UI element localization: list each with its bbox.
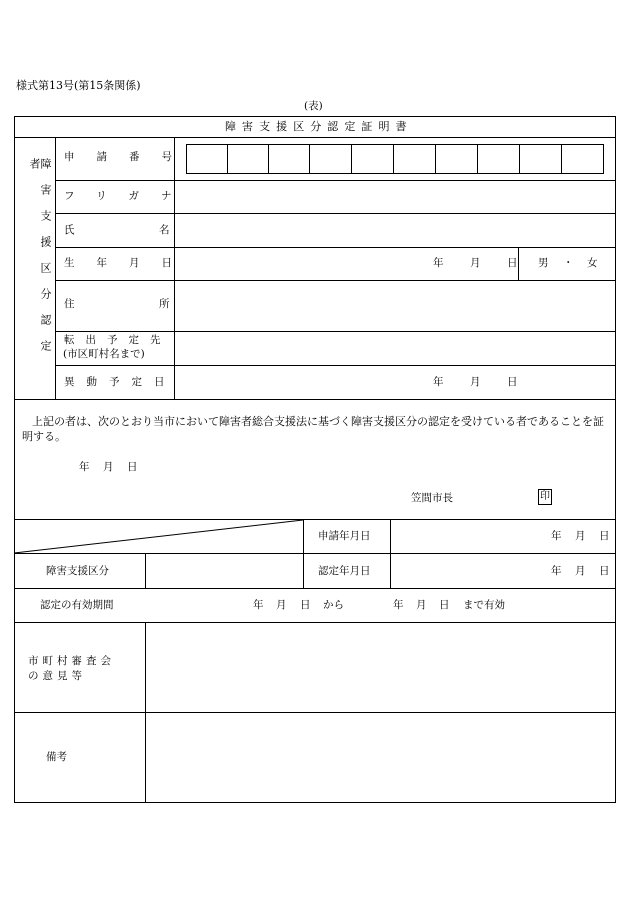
sex-female[interactable]: 女 [587,257,598,269]
label-transfer-destination-note: (市区町村名まで) [63,348,145,360]
birthdate-input[interactable] [175,248,517,280]
app-month-unit: 月 [575,530,586,542]
birth-year-unit: 年 [433,257,444,269]
label-name-1: 氏 [64,224,75,236]
application-date-input[interactable] [391,520,615,553]
valid-until-text: まで有効 [463,599,505,611]
address-input[interactable] [175,281,615,331]
upper-divider-1 [55,137,56,399]
issue-year-unit: 年 [79,461,90,473]
change-month-unit: 月 [470,376,481,388]
section-vertical-label: 障害支援区分認定者 [28,158,52,366]
valid-from-year-unit: 年 [253,599,264,611]
diagonal-slash [14,519,304,554]
furigana-input[interactable] [175,181,615,213]
council-opinion-input[interactable] [146,623,615,712]
birth-month-unit: 月 [470,257,481,269]
app-year-unit: 年 [551,530,562,542]
remarks-input[interactable] [146,713,615,802]
birth-day-unit: 日 [507,257,518,269]
app-day-unit: 日 [599,530,610,542]
label-birthdate: 生年月日 [64,257,194,269]
sex-divider [518,247,519,280]
cert-month-unit: 月 [575,565,586,577]
label-classification: 障害支援区分 [46,565,109,577]
label-council-opinion-2: の意見等 [28,670,86,682]
change-year-unit: 年 [433,376,444,388]
name-input[interactable] [175,214,615,247]
label-transfer-destination: 転出予定先 [64,334,172,346]
label-address-1: 住 [64,298,75,310]
application-number-boxes[interactable] [186,144,604,174]
label-furigana: フリガナ [64,190,194,202]
cert-year-unit: 年 [551,565,562,577]
change-date-input[interactable] [175,366,615,399]
upper-section-bottom [14,399,616,400]
sex-separator: ・ [563,257,574,269]
valid-from-day-unit: 日 [300,599,311,611]
valid-to-day-unit: 日 [439,599,450,611]
label-address-2: 所 [159,298,170,310]
label-council-opinion-1: 市町村審査会 [28,655,115,667]
title-divider [14,137,616,138]
label-name-2: 名 [159,224,170,236]
side-label: (表) [304,100,323,112]
lower-line-3 [14,588,616,589]
sex-male[interactable]: 男 [538,257,549,269]
issue-month-unit: 月 [103,461,114,473]
cert-day-unit: 日 [599,565,610,577]
valid-from-month-unit: 月 [276,599,287,611]
classification-input[interactable] [146,554,303,588]
valid-from-text: から [323,599,344,611]
valid-to-year-unit: 年 [393,599,404,611]
transfer-destination-input[interactable] [175,332,615,365]
certification-text: 上記の者は、次のとおり当市において障害者総合支援法に基づく障害支援区分の認定を受けている者であることを証明する。 [22,415,604,443]
certification-date-input[interactable] [391,554,615,588]
form-title: 障害支援区分認定証明書 [225,120,413,133]
form-label: 様式第13号(第15条関係) [16,79,141,92]
change-day-unit: 日 [507,376,518,388]
label-application-date: 申請年月日 [318,530,371,542]
label-application-number: 申請番号 [64,151,194,163]
issue-day-unit: 日 [127,461,138,473]
official-seal: 印 [538,489,552,505]
label-validity-period: 認定の有効期間 [40,599,114,611]
label-certification-date: 認定年月日 [318,565,371,577]
valid-to-month-unit: 月 [416,599,427,611]
mayor-label: 笠間市長 [411,492,453,504]
label-remarks: 備考 [46,751,67,763]
label-change-date: 異動予定日 [64,376,177,388]
